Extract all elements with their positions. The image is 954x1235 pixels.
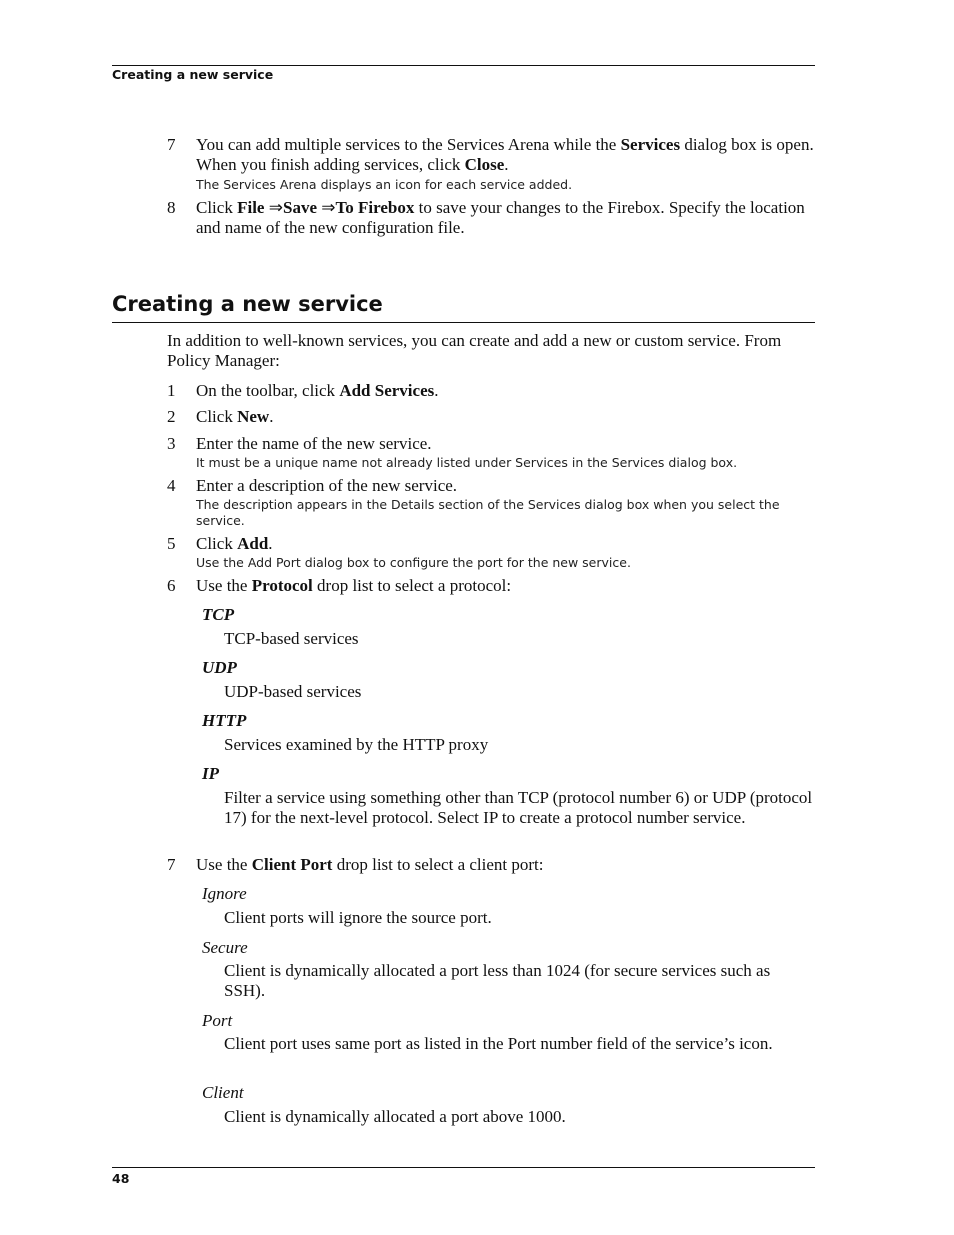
step-5 xyxy=(167,534,815,571)
step-6 xyxy=(167,576,815,596)
step-number: 8 xyxy=(167,198,176,217)
page-number: 48 xyxy=(112,1171,130,1186)
def-http: Services examined by the HTTP proxy xyxy=(224,735,489,754)
section-intro: In addition to well-known services, you can create and add a new or custom service. From Policy Manager: xyxy=(167,331,782,370)
step-number: 2 xyxy=(167,407,176,426)
step-7 xyxy=(167,855,815,875)
section-rule xyxy=(112,322,815,323)
term-http: HTTP xyxy=(202,711,247,730)
section-title: Creating a new service xyxy=(112,292,383,316)
def-secure: Client is dynamically allocated a port less than 1024 (for secure services such as SSH). xyxy=(224,961,771,1000)
def-tcp: TCP-based services xyxy=(224,629,359,648)
step-text: Use the Protocol drop list to select a protocol: xyxy=(196,576,512,595)
step-text: Enter the name of the new service. xyxy=(196,434,432,453)
def-port: Client port uses same port as listed in the Port number field of the service’s icon. xyxy=(224,1034,773,1053)
step-text: Use the Client Port drop list to select a client port: xyxy=(196,855,544,874)
step-4 xyxy=(167,476,815,529)
term-tcp: TCP xyxy=(202,605,235,624)
step-note: The description appears in the Details section of the Services dialog box when you select the service. xyxy=(196,497,780,528)
step-text: You can add multiple services to the Services Arena while the Services dialog box is open. When you finish adding services, click Close. xyxy=(196,135,814,174)
term-secure: Secure xyxy=(202,938,248,957)
continued-step-8 xyxy=(167,198,815,238)
def-udp: UDP-based services xyxy=(224,682,362,701)
step-number: 5 xyxy=(167,534,176,553)
term-client: Client xyxy=(202,1083,244,1102)
running-header: Creating a new service xyxy=(112,67,274,82)
step-text: Click New. xyxy=(196,407,274,426)
step-note: Use the Add Port dialog box to configure the port for the new service. xyxy=(196,555,631,570)
step-2 xyxy=(167,407,815,427)
def-ignore: Client ports will ignore the source port. xyxy=(224,908,492,927)
step-3 xyxy=(167,434,815,471)
step-number: 3 xyxy=(167,434,176,453)
term-ip: IP xyxy=(202,764,219,783)
step-text: Click Add. xyxy=(196,534,273,553)
step-number: 7 xyxy=(167,135,176,154)
def-ip: Filter a service using something other than TCP (protocol number 6) or UDP (protocol 17) for the next-level protocol. Select IP to create a protocol number service. xyxy=(224,788,813,827)
term-port: Port xyxy=(202,1011,233,1030)
footer-rule xyxy=(112,1167,815,1168)
def-client: Client is dynamically allocated a port above 1000. xyxy=(224,1107,566,1126)
term-ignore: Ignore xyxy=(202,884,247,903)
step-number: 1 xyxy=(167,381,176,400)
step-text: Enter a description of the new service. xyxy=(196,476,458,495)
step-note: The Services Arena displays an icon for each service added. xyxy=(196,177,573,192)
step-number: 4 xyxy=(167,476,176,495)
step-number: 6 xyxy=(167,576,176,595)
step-note: It must be a unique name not already listed under Services in the Services dialog box. xyxy=(196,455,738,470)
header-rule xyxy=(112,65,815,66)
term-udp: UDP xyxy=(202,658,237,677)
step-1 xyxy=(167,381,815,401)
step-number: 7 xyxy=(167,855,176,874)
step-text: Click File ⇒Save ⇒To Firebox to save your changes to the Firebox. Specify the location and name of the new configuration file. xyxy=(196,198,805,237)
continued-step-7 xyxy=(167,135,815,193)
step-text: On the toolbar, click Add Services. xyxy=(196,381,439,400)
